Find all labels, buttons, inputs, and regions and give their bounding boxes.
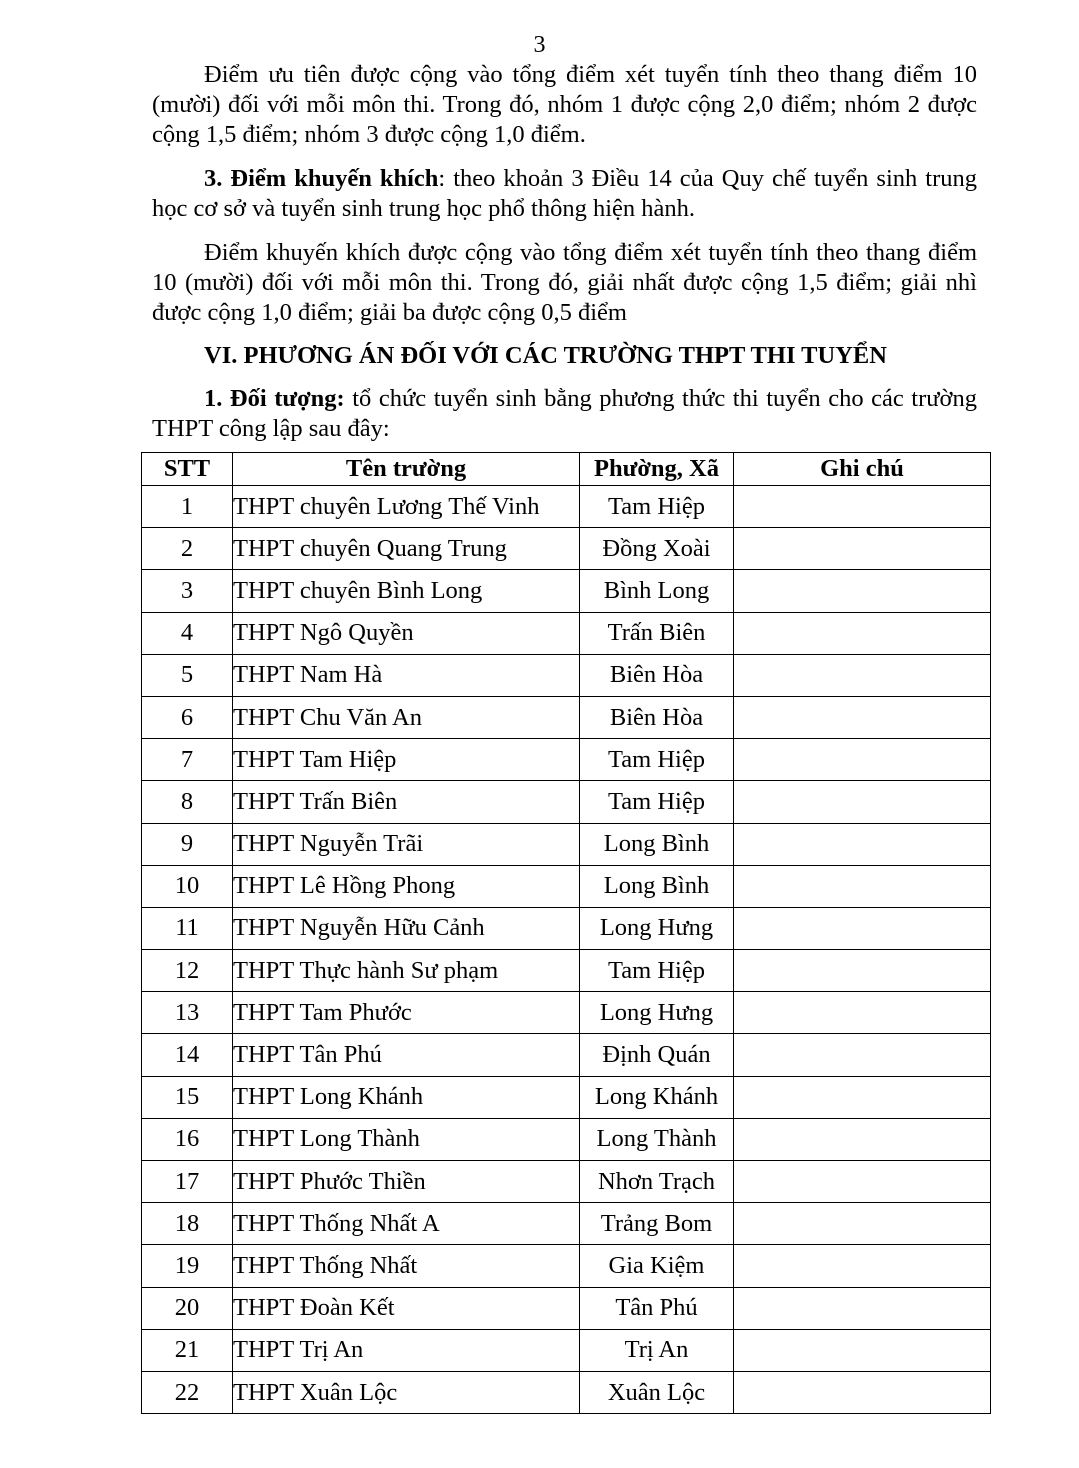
row-note [734,1203,991,1245]
table-row [142,1076,991,1118]
row-note [734,696,991,738]
row-stt: 3 [142,570,233,612]
row-stt: 9 [142,823,233,865]
row-stt: 2 [142,528,233,570]
row-note [734,528,991,570]
table-row [142,1329,991,1371]
row-school-name: THPT chuyên Bình Long [233,570,580,612]
row-stt: 14 [142,1034,233,1076]
row-note [734,1245,991,1287]
row-ward: Long Khánh [580,1076,734,1118]
row-note [734,1118,991,1160]
row-note [734,1329,991,1371]
row-stt: 11 [142,907,233,949]
row-stt: 8 [142,781,233,823]
row-stt: 13 [142,992,233,1034]
table-row [142,1203,991,1245]
row-note [734,781,991,823]
priority-paragraph-text: Điểm ưu tiên được cộng vào tổng điểm xét tuyển tính theo thang điểm 10 (mười) đối với mỗi môn thi. Trong đó, nhóm 1 được cộng 2,0 điểm; nhóm 2 được cộng 1,5 điểm; nhóm 3 được cộng 1,0 điểm. [152,61,977,148]
row-school-name: THPT Chu Văn An [233,696,580,738]
row-school-name: THPT Tam Phước [233,992,580,1034]
row-ward: Long Hưng [580,992,734,1034]
row-ward: Tam Hiệp [580,739,734,781]
table-row [142,1161,991,1203]
table-row [142,865,991,907]
row-stt: 1 [142,486,233,528]
schools-table [141,452,991,1414]
row-note [734,950,991,992]
row-ward: Trảng Bom [580,1203,734,1245]
row-school-name: THPT Đoàn Kết [233,1287,580,1329]
table-row [142,486,991,528]
row-stt: 5 [142,654,233,696]
row-note [734,612,991,654]
row-ward: Long Hưng [580,907,734,949]
row-ward: Tân Phú [580,1287,734,1329]
row-stt: 22 [142,1371,233,1413]
row-school-name: THPT Nguyễn Trãi [233,823,580,865]
row-note [734,654,991,696]
row-stt: 4 [142,612,233,654]
row-school-name: THPT Tân Phú [233,1034,580,1076]
encouragement-paragraph-text: Điểm khuyến khích được cộng vào tổng điểm xét tuyển tính theo thang điểm 10 (mười) đối với mỗi môn thi. Trong đó, giải nhất được cộng 1,5 điểm; giải nhì được cộng 1,0 điểm; giải ba được cộng 0,5 điểm [152,239,977,326]
table-row [142,1118,991,1160]
row-school-name: THPT Thống Nhất [233,1245,580,1287]
row-note [734,1076,991,1118]
row-school-name: THPT Thống Nhất A [233,1203,580,1245]
row-ward: Gia Kiệm [580,1245,734,1287]
row-ward: Long Bình [580,865,734,907]
row-note [734,1287,991,1329]
subject-title: 1. Đối tượng: [204,385,345,412]
table-row [142,612,991,654]
row-school-name: THPT Phước Thiền [233,1161,580,1203]
table-header-row [142,453,991,486]
table-body [142,486,991,1414]
table-row [142,528,991,570]
table-row [142,950,991,992]
table-row [142,570,991,612]
row-stt: 12 [142,950,233,992]
row-school-name: THPT Xuân Lộc [233,1371,580,1413]
row-school-name: THPT Tam Hiệp [233,739,580,781]
row-ward: Biên Hòa [580,696,734,738]
encouragement-clause [152,164,977,224]
row-ward: Long Bình [580,823,734,865]
row-school-name: THPT Ngô Quyền [233,612,580,654]
row-stt: 16 [142,1118,233,1160]
row-school-name: THPT chuyên Lương Thế Vinh [233,486,580,528]
page-number: 3 [533,32,546,58]
row-stt: 17 [142,1161,233,1203]
table-row [142,823,991,865]
row-ward: Tam Hiệp [580,781,734,823]
row-ward: Đồng Xoài [580,528,734,570]
table-row [142,1287,991,1329]
row-school-name: THPT Nguyễn Hữu Cảnh [233,907,580,949]
row-school-name: THPT chuyên Quang Trung [233,528,580,570]
row-stt: 20 [142,1287,233,1329]
row-ward: Xuân Lộc [580,1371,734,1413]
table-row [142,739,991,781]
row-school-name: THPT Thực hành Sư phạm [233,950,580,992]
table-row [142,992,991,1034]
table-row [142,781,991,823]
encouragement-paragraph [152,238,977,328]
row-note [734,1161,991,1203]
subject-text: tổ chức tuyển sinh bằng phương thức thi tuyển cho các trường THPT công lập sau đây: [152,385,978,442]
row-stt: 6 [142,696,233,738]
row-note [734,739,991,781]
row-ward: Bình Long [580,570,734,612]
row-note [734,1371,991,1413]
row-ward: Long Thành [580,1118,734,1160]
row-ward: Tam Hiệp [580,950,734,992]
row-school-name: THPT Lê Hồng Phong [233,865,580,907]
row-stt: 15 [142,1076,233,1118]
table-row [142,1371,991,1413]
row-school-name: THPT Long Khánh [233,1076,580,1118]
row-stt: 7 [142,739,233,781]
table-row [142,654,991,696]
row-stt: 19 [142,1245,233,1287]
row-stt: 18 [142,1203,233,1245]
header-school-name: Tên trường [233,453,580,486]
header-stt: STT [142,453,233,486]
row-note [734,823,991,865]
row-ward: Trấn Biên [580,612,734,654]
table-row [142,1034,991,1076]
table-row [142,696,991,738]
priority-paragraph [152,60,977,150]
row-school-name: THPT Trị An [233,1329,580,1371]
encouragement-text: : theo khoản 3 Điều 14 của Quy chế tuyển sinh trung học cơ sở và tuyển sinh trung học phổ thông hiện hành. [152,165,978,222]
encouragement-title: 3. Điểm khuyến khích [204,165,439,192]
subject-paragraph [152,384,977,444]
row-ward: Trị An [580,1329,734,1371]
row-note [734,865,991,907]
row-ward: Biên Hòa [580,654,734,696]
row-ward: Định Quán [580,1034,734,1076]
row-note [734,570,991,612]
table-row [142,1245,991,1287]
row-school-name: THPT Trấn Biên [233,781,580,823]
table-row [142,907,991,949]
row-ward: Nhơn Trạch [580,1161,734,1203]
header-ward: Phường, Xã [580,453,734,486]
row-school-name: THPT Nam Hà [233,654,580,696]
row-stt: 21 [142,1329,233,1371]
row-note [734,1034,991,1076]
row-ward: Tam Hiệp [580,486,734,528]
section-heading: VI. PHƯƠNG ÁN ĐỐI VỚI CÁC TRƯỜNG THPT THI TUYỂN [204,342,887,369]
row-note [734,907,991,949]
header-note: Ghi chú [734,453,991,486]
row-stt: 10 [142,865,233,907]
row-note [734,992,991,1034]
row-note [734,486,991,528]
row-school-name: THPT Long Thành [233,1118,580,1160]
